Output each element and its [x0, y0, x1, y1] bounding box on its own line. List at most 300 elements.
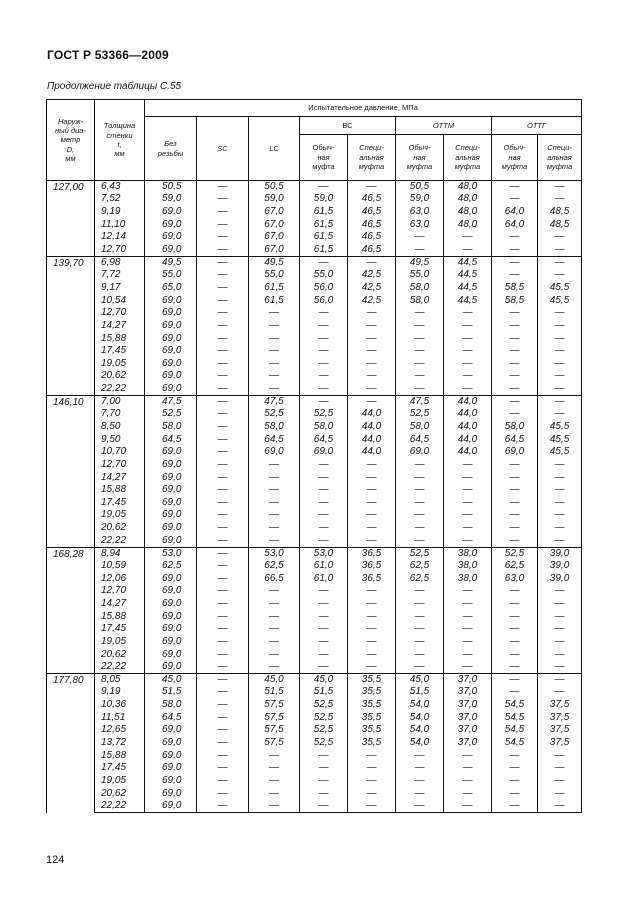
table-row: [47, 648, 582, 661]
wall-thickness-cell: 7,70: [95, 408, 145, 421]
pressure-value-cell: —: [538, 686, 582, 699]
pressure-value-cell: —: [197, 256, 249, 269]
pressure-no-thread-cell: 69,0: [145, 320, 197, 333]
pressure-value-cell: 47,5: [249, 395, 300, 408]
pressure-value-cell: 55,0: [249, 269, 300, 282]
pressure-value-cell: —: [396, 345, 444, 358]
pressure-value-cell: 35,5: [348, 711, 396, 724]
pressure-value-cell: 44,0: [348, 433, 396, 446]
pressure-no-thread-cell: 69,0: [145, 585, 197, 598]
pressure-value-cell: —: [249, 522, 300, 535]
pressure-no-thread-cell: 69,0: [145, 357, 197, 370]
pressure-no-thread-cell: 69,0: [145, 648, 197, 661]
pressure-value-cell: —: [396, 661, 444, 674]
pressure-value-cell: —: [538, 800, 582, 813]
table-row: [47, 522, 582, 535]
header-ottm-regular: Обыч- ная муфта: [396, 135, 444, 181]
pressure-value-cell: —: [492, 484, 538, 497]
header-ottm-special: Специ- альная муфта: [444, 135, 492, 181]
wall-thickness-cell: 17,45: [95, 623, 145, 636]
pressure-value-cell: 48,0: [444, 181, 492, 194]
wall-thickness-cell: 8,94: [95, 547, 145, 560]
pressure-value-cell: —: [348, 509, 396, 522]
pressure-value-cell: 45,5: [538, 446, 582, 459]
pressure-no-thread-cell: 69,0: [145, 332, 197, 345]
pressure-no-thread-cell: 69,0: [145, 307, 197, 320]
pressure-value-cell: 61,5: [300, 231, 348, 244]
table-row: [47, 572, 582, 585]
pressure-value-cell: 69,0: [396, 446, 444, 459]
pressure-value-cell: 50,5: [249, 181, 300, 194]
pressure-value-cell: —: [197, 497, 249, 510]
table-row: [47, 686, 582, 699]
pressure-value-cell: —: [538, 598, 582, 611]
pressure-value-cell: —: [538, 395, 582, 408]
table-row: [47, 269, 582, 282]
pressure-value-cell: —: [492, 509, 538, 522]
pressure-value-cell: —: [444, 522, 492, 535]
table-row: [47, 661, 582, 674]
pressure-value-cell: —: [396, 636, 444, 649]
pressure-value-cell: —: [197, 446, 249, 459]
pressure-value-cell: —: [396, 459, 444, 472]
pressure-value-cell: —: [197, 332, 249, 345]
pressure-value-cell: —: [538, 762, 582, 775]
pressure-no-thread-cell: 69,0: [145, 724, 197, 737]
pressure-value-cell: —: [538, 775, 582, 788]
pressure-value-cell: —: [538, 408, 582, 421]
header-diameter: Наруж- ный диа- метр D, мм: [47, 100, 95, 181]
wall-thickness-cell: 17,45: [95, 345, 145, 358]
pressure-value-cell: —: [197, 345, 249, 358]
pressure-value-cell: —: [538, 484, 582, 497]
pressure-no-thread-cell: 47,5: [145, 395, 197, 408]
pressure-value-cell: —: [538, 636, 582, 649]
pressure-value-cell: 64,5: [396, 433, 444, 446]
pressure-value-cell: —: [348, 256, 396, 269]
pressure-value-cell: —: [538, 787, 582, 800]
header-test-pressure: Испытательное давление, МПа: [145, 100, 582, 117]
pressure-value-cell: 52,5: [300, 408, 348, 421]
wall-thickness-cell: 7,52: [95, 193, 145, 206]
pressure-value-cell: —: [300, 509, 348, 522]
pressure-value-cell: —: [538, 522, 582, 535]
pressure-no-thread-cell: 69,0: [145, 459, 197, 472]
pressure-value-cell: 54,0: [396, 724, 444, 737]
pressure-value-cell: —: [444, 484, 492, 497]
pressure-value-cell: 52,5: [396, 408, 444, 421]
pressure-no-thread-cell: 69,0: [145, 206, 197, 219]
table-row: [47, 231, 582, 244]
pressure-value-cell: 54,5: [492, 699, 538, 712]
pressure-value-cell: 61,5: [300, 244, 348, 257]
pressure-value-cell: —: [197, 534, 249, 547]
pressure-value-cell: —: [348, 370, 396, 383]
table-row: [47, 357, 582, 370]
pressure-no-thread-cell: 69,0: [145, 345, 197, 358]
pressure-no-thread-cell: 69,0: [145, 383, 197, 396]
pressure-value-cell: 54,0: [396, 711, 444, 724]
pressure-value-cell: —: [538, 383, 582, 396]
pressure-value-cell: 35,5: [348, 673, 396, 686]
pressure-value-cell: 48,0: [444, 218, 492, 231]
pressure-value-cell: 45,5: [538, 294, 582, 307]
table-row: [47, 724, 582, 737]
pressure-value-cell: —: [348, 598, 396, 611]
pressure-value-cell: —: [348, 332, 396, 345]
pressure-value-cell: —: [197, 724, 249, 737]
pressure-no-thread-cell: 69,0: [145, 218, 197, 231]
pressure-value-cell: —: [348, 383, 396, 396]
pressure-value-cell: —: [348, 181, 396, 194]
pressure-value-cell: —: [444, 497, 492, 510]
pressure-value-cell: 45,0: [396, 673, 444, 686]
wall-thickness-cell: 10,70: [95, 446, 145, 459]
table-row: [47, 294, 582, 307]
pressure-value-cell: —: [249, 345, 300, 358]
wall-thickness-cell: 15,88: [95, 484, 145, 497]
wall-thickness-cell: 22,22: [95, 534, 145, 547]
wall-thickness-cell: 12,06: [95, 572, 145, 585]
pressure-value-cell: —: [396, 598, 444, 611]
pressure-value-cell: 48,0: [444, 193, 492, 206]
pressure-value-cell: —: [197, 320, 249, 333]
pressure-value-cell: —: [348, 307, 396, 320]
header-bc-special: Специ- альная муфта: [348, 135, 396, 181]
header-ottg: ОТТГ: [492, 117, 582, 135]
pressure-value-cell: 48,5: [538, 218, 582, 231]
pressure-value-cell: —: [348, 471, 396, 484]
pressure-value-cell: —: [396, 610, 444, 623]
pressure-value-cell: —: [249, 534, 300, 547]
pressure-value-cell: —: [300, 357, 348, 370]
pressure-value-cell: —: [492, 269, 538, 282]
pressure-value-cell: 44,0: [348, 421, 396, 434]
pressure-value-cell: —: [197, 775, 249, 788]
pressure-value-cell: —: [197, 294, 249, 307]
pressure-value-cell: —: [492, 231, 538, 244]
pressure-value-cell: —: [249, 509, 300, 522]
table-row: [47, 547, 582, 560]
wall-thickness-cell: 12,70: [95, 585, 145, 598]
pressure-value-cell: 45,5: [538, 433, 582, 446]
pressure-value-cell: 54,0: [396, 699, 444, 712]
pressure-value-cell: —: [492, 749, 538, 762]
wall-thickness-cell: 12,70: [95, 244, 145, 257]
pressure-value-cell: 51,5: [300, 686, 348, 699]
pressure-value-cell: —: [396, 320, 444, 333]
pressure-no-thread-cell: 69,0: [145, 800, 197, 813]
pressure-value-cell: —: [197, 395, 249, 408]
pressure-value-cell: —: [197, 509, 249, 522]
table-row: [47, 623, 582, 636]
pressure-value-cell: —: [249, 320, 300, 333]
pressure-value-cell: —: [249, 332, 300, 345]
pressure-value-cell: —: [300, 256, 348, 269]
pressure-value-cell: 44,5: [444, 256, 492, 269]
pressure-value-cell: 56,0: [300, 282, 348, 295]
wall-thickness-cell: 10,59: [95, 560, 145, 573]
pressure-no-thread-cell: 58,0: [145, 421, 197, 434]
table-row: [47, 282, 582, 295]
header-ottg-regular: Обыч- ная муфта: [492, 135, 538, 181]
pressure-value-cell: —: [300, 598, 348, 611]
pressure-value-cell: —: [492, 648, 538, 661]
pressure-value-cell: 39,0: [538, 560, 582, 573]
table-row: [47, 256, 582, 269]
pressure-value-cell: —: [396, 484, 444, 497]
pressure-value-cell: 61,5: [249, 282, 300, 295]
pressure-value-cell: 52,5: [300, 724, 348, 737]
pressure-value-cell: —: [348, 775, 396, 788]
pressure-value-cell: —: [492, 332, 538, 345]
pressure-no-thread-cell: 69,0: [145, 446, 197, 459]
pressure-value-cell: 66,5: [249, 572, 300, 585]
pressure-value-cell: 52,5: [249, 408, 300, 421]
pressure-value-cell: —: [396, 585, 444, 598]
pressure-no-thread-cell: 69,0: [145, 522, 197, 535]
pressure-value-cell: 44,5: [444, 282, 492, 295]
pressure-value-cell: —: [538, 345, 582, 358]
pressure-value-cell: —: [444, 370, 492, 383]
pressure-value-cell: 61,0: [300, 572, 348, 585]
pressure-value-cell: 64,0: [492, 218, 538, 231]
table-row: [47, 598, 582, 611]
pressure-no-thread-cell: 51,5: [145, 686, 197, 699]
pressure-value-cell: —: [348, 749, 396, 762]
pressure-value-cell: —: [197, 800, 249, 813]
table-row: [47, 408, 582, 421]
pressure-value-cell: 61,5: [249, 294, 300, 307]
pressure-value-cell: —: [444, 534, 492, 547]
pressure-value-cell: —: [197, 484, 249, 497]
table-row: [47, 800, 582, 813]
pressure-value-cell: —: [538, 357, 582, 370]
pressure-value-cell: 58,0: [396, 421, 444, 434]
pressure-value-cell: —: [492, 800, 538, 813]
pressure-no-thread-cell: 69,0: [145, 534, 197, 547]
pressure-value-cell: 57,5: [249, 711, 300, 724]
pressure-value-cell: 58,0: [249, 421, 300, 434]
pressure-value-cell: 62,5: [249, 560, 300, 573]
table-row: [47, 471, 582, 484]
pressure-value-cell: 38,0: [444, 572, 492, 585]
pressure-value-cell: 64,0: [492, 206, 538, 219]
pressure-value-cell: —: [348, 661, 396, 674]
pressure-value-cell: 57,5: [249, 699, 300, 712]
wall-thickness-cell: 9,50: [95, 433, 145, 446]
pressure-no-thread-cell: 62,5: [145, 560, 197, 573]
pressure-value-cell: 36,5: [348, 547, 396, 560]
pressure-value-cell: —: [492, 459, 538, 472]
pressure-value-cell: 59,0: [300, 193, 348, 206]
pressure-value-cell: —: [538, 193, 582, 206]
pressure-value-cell: —: [197, 648, 249, 661]
wall-thickness-cell: 19,05: [95, 357, 145, 370]
wall-thickness-cell: 8,05: [95, 673, 145, 686]
pressure-value-cell: 49,5: [249, 256, 300, 269]
pressure-value-cell: 37,0: [444, 673, 492, 686]
pressure-value-cell: —: [492, 610, 538, 623]
pressure-value-cell: —: [300, 383, 348, 396]
table-caption: Продолжение таблицы С.55: [47, 81, 182, 92]
pressure-no-thread-cell: 69,0: [145, 787, 197, 800]
table-row: [47, 244, 582, 257]
pressure-value-cell: —: [197, 787, 249, 800]
wall-thickness-cell: 9,19: [95, 686, 145, 699]
pressure-value-cell: —: [197, 471, 249, 484]
pressure-value-cell: 46,5: [348, 218, 396, 231]
wall-thickness-cell: 14,27: [95, 471, 145, 484]
pressure-value-cell: —: [300, 787, 348, 800]
pressure-value-cell: 63,0: [396, 206, 444, 219]
pressure-no-thread-cell: 59,0: [145, 193, 197, 206]
pressure-value-cell: —: [197, 749, 249, 762]
wall-thickness-cell: 11,51: [95, 711, 145, 724]
pressure-value-cell: —: [249, 636, 300, 649]
pressure-value-cell: —: [197, 218, 249, 231]
pressure-value-cell: —: [444, 762, 492, 775]
pressure-value-cell: 44,0: [348, 446, 396, 459]
pressure-value-cell: —: [197, 661, 249, 674]
pressure-value-cell: —: [300, 749, 348, 762]
pressure-value-cell: —: [348, 395, 396, 408]
pressure-value-cell: 37,0: [444, 699, 492, 712]
table-row: [47, 307, 582, 320]
pressure-value-cell: 62,5: [396, 560, 444, 573]
table-row: [47, 421, 582, 434]
pressure-value-cell: 52,5: [492, 547, 538, 560]
pressure-no-thread-cell: 64,5: [145, 711, 197, 724]
pressure-value-cell: —: [197, 585, 249, 598]
pressure-value-cell: 37,0: [444, 686, 492, 699]
pressure-value-cell: —: [197, 282, 249, 295]
pressure-value-cell: —: [396, 370, 444, 383]
wall-thickness-cell: 11,10: [95, 218, 145, 231]
wall-thickness-cell: 20,62: [95, 648, 145, 661]
pressure-value-cell: —: [300, 636, 348, 649]
pressure-value-cell: 37,5: [538, 724, 582, 737]
pressure-value-cell: —: [249, 775, 300, 788]
pressure-no-thread-cell: 69,0: [145, 762, 197, 775]
pressure-value-cell: —: [300, 610, 348, 623]
pressure-value-cell: —: [300, 762, 348, 775]
pressure-value-cell: —: [538, 181, 582, 194]
pressure-value-cell: 39,0: [538, 572, 582, 585]
pressure-value-cell: —: [197, 193, 249, 206]
pressure-value-cell: 62,5: [492, 560, 538, 573]
table-row: [47, 370, 582, 383]
pressure-value-cell: —: [249, 749, 300, 762]
pressure-value-cell: —: [538, 370, 582, 383]
pressure-value-cell: —: [300, 320, 348, 333]
pressure-value-cell: 64,5: [300, 433, 348, 446]
pressure-value-cell: —: [492, 686, 538, 699]
pressure-value-cell: —: [444, 598, 492, 611]
pressure-value-cell: 37,5: [538, 699, 582, 712]
pressure-value-cell: —: [492, 522, 538, 535]
pressure-value-cell: —: [197, 673, 249, 686]
pressure-value-cell: 51,5: [249, 686, 300, 699]
wall-thickness-cell: 20,62: [95, 787, 145, 800]
pressure-value-cell: —: [249, 598, 300, 611]
table-row: [47, 711, 582, 724]
pressure-value-cell: —: [300, 534, 348, 547]
table-row: [47, 181, 582, 194]
pressure-value-cell: —: [300, 623, 348, 636]
table-row: [47, 193, 582, 206]
pressure-value-cell: 52,5: [396, 547, 444, 560]
pressure-value-cell: 55,0: [396, 269, 444, 282]
pressure-value-cell: —: [396, 332, 444, 345]
table-row: [47, 484, 582, 497]
pressure-value-cell: 49,5: [396, 256, 444, 269]
pressure-value-cell: 44,0: [348, 408, 396, 421]
pressure-value-cell: —: [538, 307, 582, 320]
wall-thickness-cell: 19,05: [95, 509, 145, 522]
header-no-thread: Без резьбы: [145, 117, 197, 181]
pressure-value-cell: 67,0: [249, 244, 300, 257]
table-row: [47, 610, 582, 623]
pressure-no-thread-cell: 69,0: [145, 572, 197, 585]
pressure-value-cell: —: [197, 433, 249, 446]
pressure-value-cell: —: [396, 509, 444, 522]
pressure-no-thread-cell: 53,0: [145, 547, 197, 560]
wall-thickness-cell: 10,36: [95, 699, 145, 712]
pressure-value-cell: 58,0: [396, 294, 444, 307]
wall-thickness-cell: 12,70: [95, 307, 145, 320]
wall-thickness-cell: 17,45: [95, 497, 145, 510]
pressure-value-cell: —: [249, 610, 300, 623]
pressure-value-cell: 53,0: [300, 547, 348, 560]
pressure-value-cell: —: [348, 610, 396, 623]
pressure-value-cell: —: [444, 459, 492, 472]
pressure-value-cell: —: [444, 320, 492, 333]
wall-thickness-cell: 15,88: [95, 610, 145, 623]
pressure-value-cell: 46,5: [348, 231, 396, 244]
header-ottm: ОТТМ: [396, 117, 492, 135]
pressure-value-cell: —: [197, 636, 249, 649]
pressure-value-cell: —: [197, 560, 249, 573]
pressure-value-cell: —: [444, 357, 492, 370]
pressure-value-cell: 46,5: [348, 193, 396, 206]
pressure-table: [46, 99, 582, 813]
pressure-value-cell: —: [444, 623, 492, 636]
pressure-value-cell: 35,5: [348, 699, 396, 712]
pressure-value-cell: 44,0: [444, 433, 492, 446]
pressure-value-cell: 48,0: [444, 206, 492, 219]
pressure-no-thread-cell: 58,0: [145, 699, 197, 712]
table-row: [47, 459, 582, 472]
pressure-value-cell: 61,5: [300, 218, 348, 231]
page-number: 124: [46, 854, 65, 866]
pressure-value-cell: —: [396, 800, 444, 813]
pressure-value-cell: —: [492, 598, 538, 611]
wall-thickness-cell: 12,70: [95, 459, 145, 472]
pressure-value-cell: —: [348, 497, 396, 510]
pressure-value-cell: —: [197, 737, 249, 750]
pressure-value-cell: 58,0: [396, 282, 444, 295]
pressure-value-cell: —: [492, 762, 538, 775]
pressure-value-cell: 55,0: [300, 269, 348, 282]
pressure-value-cell: —: [538, 459, 582, 472]
pressure-value-cell: 69,0: [492, 446, 538, 459]
pressure-value-cell: —: [444, 332, 492, 345]
wall-thickness-cell: 7,72: [95, 269, 145, 282]
pressure-value-cell: —: [492, 345, 538, 358]
pressure-value-cell: —: [492, 370, 538, 383]
pressure-value-cell: —: [197, 408, 249, 421]
